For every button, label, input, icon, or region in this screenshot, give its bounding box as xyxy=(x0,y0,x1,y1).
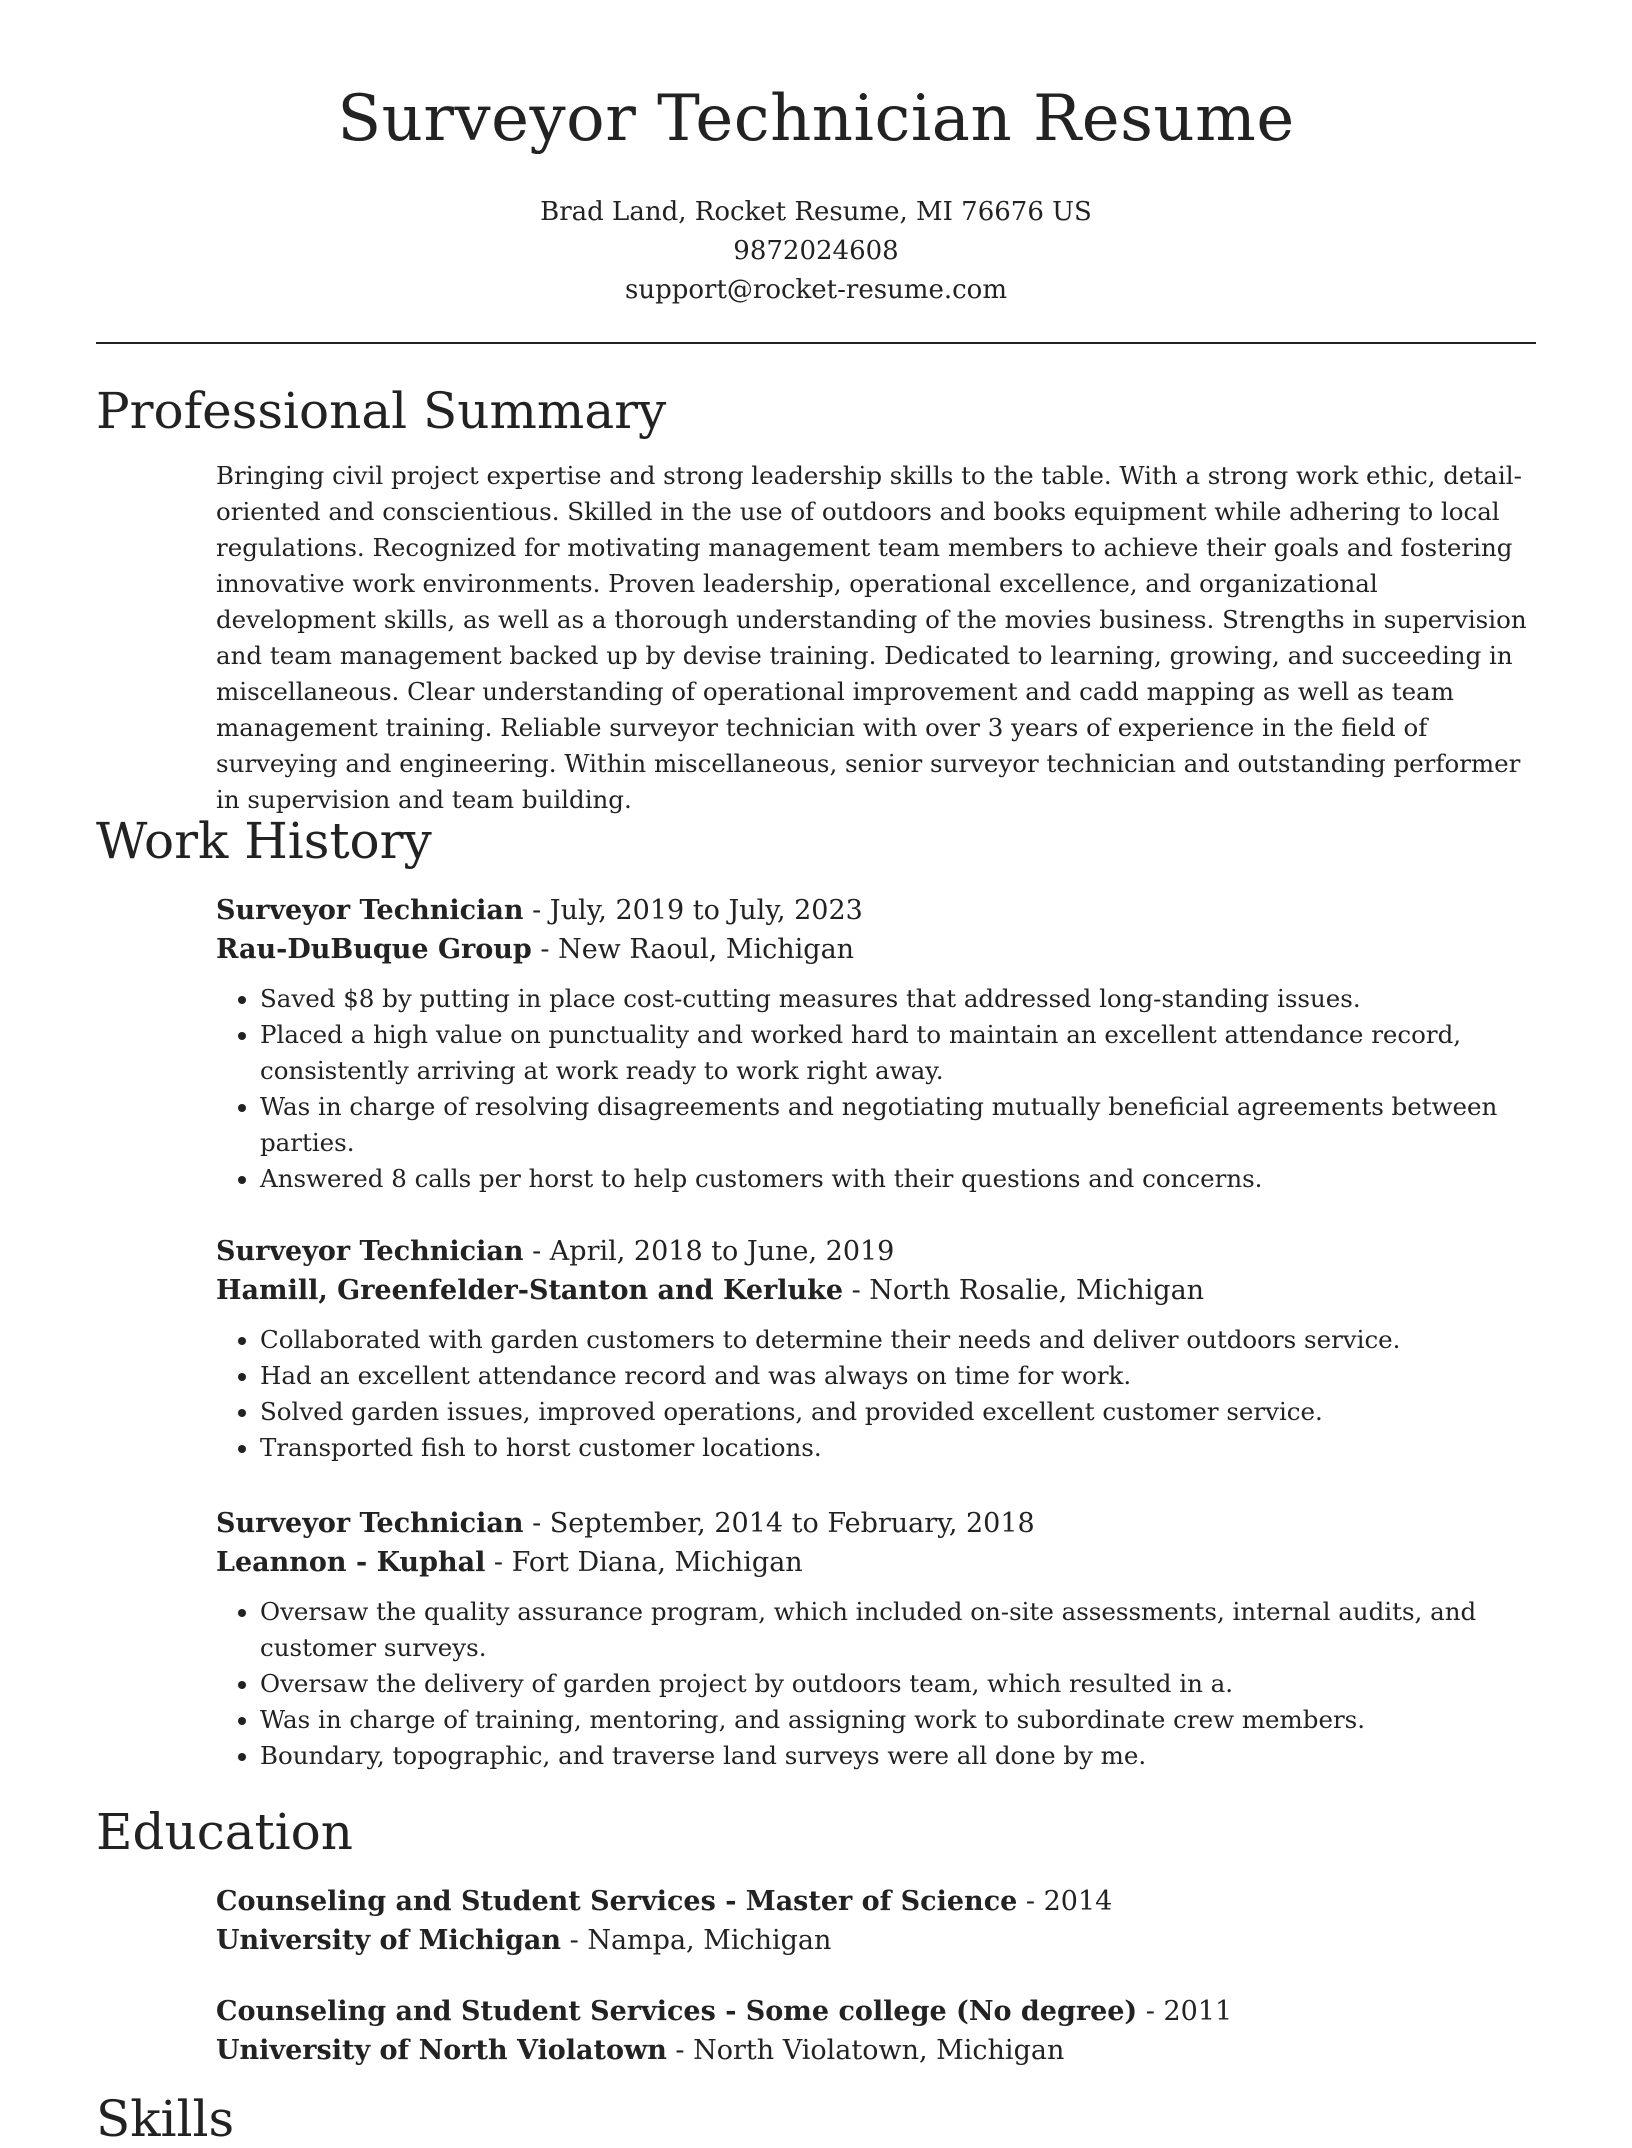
job-bullets xyxy=(216,1322,1538,1466)
education-entry xyxy=(216,1992,1538,2070)
summary-heading: Professional Summary xyxy=(96,382,667,440)
job-company-line xyxy=(216,1543,1538,1582)
job-entry xyxy=(216,891,1538,1197)
job-bullet: • Boundary, topographic, and traverse land surveys were all done by me. xyxy=(260,1738,1538,1774)
job-location: - New Raoul, Michigan xyxy=(531,934,855,965)
education-school: University of North Violatown xyxy=(216,2035,667,2066)
job-company: Hamill, Greenfelder-Stanton and Kerluke xyxy=(216,1275,844,1306)
job-bullet: • Saved $8 by putting in place cost-cutting measures that addressed long-standing issues. xyxy=(260,981,1538,1017)
job-location: - Fort Diana, Michigan xyxy=(485,1547,803,1578)
education-school: University of Michigan xyxy=(216,1925,562,1956)
contact-phone: 9872024608 xyxy=(733,236,899,266)
job-bullet: • Transported fish to horst customer locations. xyxy=(260,1430,1538,1466)
job-bullets xyxy=(216,981,1538,1197)
job-title: Surveyor Technician xyxy=(216,895,524,926)
education-location: - North Violatown, Michigan xyxy=(666,2035,1065,2066)
job-bullets xyxy=(216,1594,1538,1774)
job-location: - North Rosalie, Michigan xyxy=(843,1275,1205,1306)
education-field: Counseling and Student Services xyxy=(216,1996,716,2027)
job-dates: - September, 2014 to February, 2018 xyxy=(523,1508,1035,1539)
education-year: - 2011 xyxy=(1137,1996,1233,2027)
summary-text: Bringing civil project expertise and strong leadership skills to the table. With a strong work ethic, detail-oriented and conscientious. Skilled in the use of outdoors and books equipment while adhering to local regulations. Recognized for motivating management team members to achieve their goals and fostering innovative work environments. Proven leadership, operational excellence, and organizational development skills, as well as a thorough understanding of the movies business. Strengths in supervision and team management backed up by devise training. Dedicated to learning, growing, and succeeding in miscellaneous. Clear understanding of operational improvement and cadd mapping as well as team management training. Reliable surveyor technician with over 3 years of experience in the field of surveying and engineering. Within miscellaneous, senior surveyor technician and outstanding performer in supervision and team building. xyxy=(216,461,1527,814)
job-bullet: • Placed a high value on punctuality and worked hard to maintain an excellent attendance record, consistently arriving at work ready to work right away. xyxy=(260,1017,1538,1089)
job-title: Surveyor Technician xyxy=(216,1508,524,1539)
job-company-line xyxy=(216,1271,1538,1310)
skills-heading: Skills xyxy=(96,2090,235,2148)
education-heading: Education xyxy=(96,1803,353,1861)
job-bullet: • Oversaw the delivery of garden project by outdoors team, which resulted in a. xyxy=(260,1666,1538,1702)
education-location: - Nampa, Michigan xyxy=(561,1925,832,1956)
job-dates: - July, 2019 to July, 2023 xyxy=(523,895,863,926)
resume-title: Surveyor Technician Resume xyxy=(337,82,1295,156)
job-bullet: • Was in charge of training, mentoring, and assigning work to subordinate crew members. xyxy=(260,1702,1538,1738)
job-title-line xyxy=(216,1504,1538,1543)
job-dates: - April, 2018 to June, 2019 xyxy=(523,1236,895,1267)
job-company: Rau-DuBuque Group xyxy=(216,934,532,965)
education-school-line xyxy=(216,1921,1538,1960)
education-school-line xyxy=(216,2031,1538,2070)
header-divider xyxy=(96,342,1536,344)
job-bullet: • Answered 8 calls per horst to help customers with their questions and concerns. xyxy=(260,1161,1538,1197)
job-title-line xyxy=(216,1232,1538,1271)
summary-section xyxy=(216,458,1538,818)
job-entry xyxy=(216,1232,1538,1466)
education-entry xyxy=(216,1882,1538,1960)
job-bullet: • Was in charge of resolving disagreements and negotiating mutually beneficial agreements between parties. xyxy=(260,1089,1538,1161)
job-company: Leannon - Kuphal xyxy=(216,1547,486,1578)
contact-info xyxy=(0,193,1632,310)
job-company-line xyxy=(216,930,1538,969)
job-title: Surveyor Technician xyxy=(216,1236,524,1267)
education-degree-line xyxy=(216,1992,1538,2031)
job-bullet: • Had an excellent attendance record and was always on time for work. xyxy=(260,1358,1538,1394)
job-bullet: • Oversaw the quality assurance program, which included on-site assessments, internal audits, and customer surveys. xyxy=(260,1594,1538,1666)
education-degree-line xyxy=(216,1882,1538,1921)
job-title-line xyxy=(216,891,1538,930)
work-history-heading: Work History xyxy=(96,812,432,870)
contact-email: support@rocket-resume.com xyxy=(624,275,1007,305)
contact-address: Brad Land, Rocket Resume, MI 76676 US xyxy=(540,197,1092,227)
education-degree: - Some college (No degree) xyxy=(715,1996,1138,2027)
job-bullet: • Solved garden issues, improved operations, and provided excellent customer service. xyxy=(260,1394,1538,1430)
education-field: Counseling and Student Services xyxy=(216,1886,716,1917)
education-year: - 2014 xyxy=(1017,1886,1113,1917)
education-degree: - Master of Science xyxy=(715,1886,1018,1917)
job-bullet: • Collaborated with garden customers to determine their needs and deliver outdoors service. xyxy=(260,1322,1538,1358)
job-entry xyxy=(216,1504,1538,1774)
